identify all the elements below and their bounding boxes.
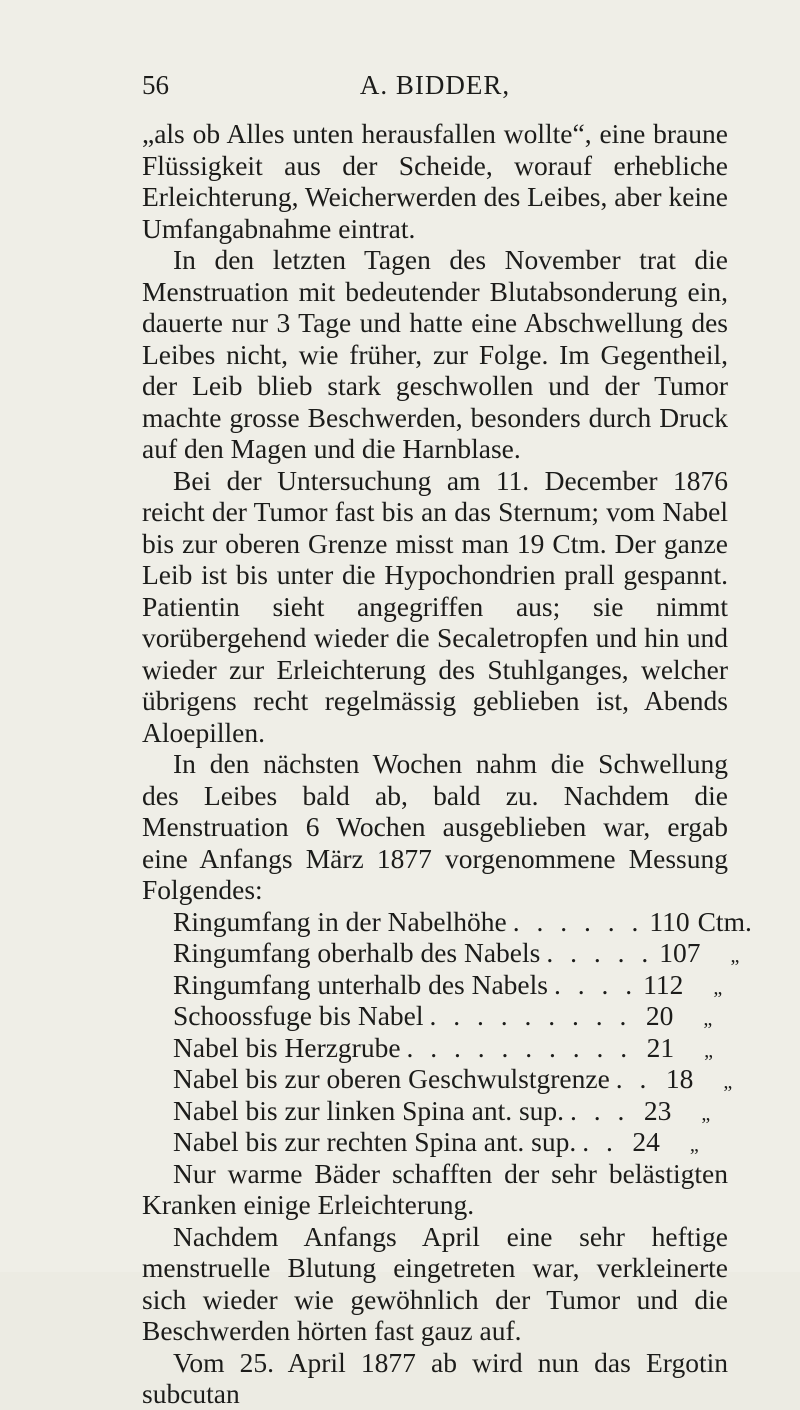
measurement-unit: „ bbox=[730, 945, 740, 967]
body-text bbox=[142, 118, 752, 1410]
measurement-row bbox=[173, 905, 752, 938]
measurement-row bbox=[173, 969, 728, 1001]
leader-dots: . . . bbox=[570, 1094, 630, 1126]
measurement-label: Nabel bis zur rechten Spina ant. sup. bbox=[173, 1126, 577, 1157]
measurement-unit: Ctm. bbox=[697, 905, 752, 937]
paragraph: In den letzten Tagen des November trat die Menstruation mit bedeutender Blutabsonderung ein, dauerte nur 3 Tage und hatte eine Abschwellung des Leibes nicht, wie früher, zur Folge. Im Gegentheil, der Leib blieb stark geschwollen und der Tumor machte grosse Beschwerden, besonders durch Druck auf den Magen und die Harnblase. bbox=[142, 244, 728, 464]
paragraph: Vom 25. April 1877 ab wird nun das Ergotin subcutan bbox=[142, 1346, 728, 1409]
measurement-label: Ringumfang in der Nabelhöhe bbox=[173, 905, 507, 937]
measurement-table bbox=[142, 905, 752, 1158]
page-header bbox=[142, 70, 728, 110]
measurement-value: 20 bbox=[645, 1000, 674, 1031]
leader-dots: . . . . . . . . . bbox=[429, 1000, 632, 1031]
measurement-row bbox=[173, 937, 740, 969]
paragraph: Nur warme Bäder schafften der sehr belästigten Kranken einige Erleichterung. bbox=[142, 1157, 728, 1220]
measurement-value: 18 bbox=[665, 1063, 694, 1094]
leader-dots: . . . . . . . . . . bbox=[406, 1031, 633, 1063]
measurement-unit: „ bbox=[703, 1008, 713, 1030]
measurement-row bbox=[173, 1063, 733, 1095]
measurement-unit: „ bbox=[723, 1071, 733, 1093]
measurement-value: 107 bbox=[659, 937, 701, 968]
measurement-row bbox=[173, 1032, 728, 1064]
measurement-value: 23 bbox=[643, 1094, 672, 1126]
measurement-label: Nabel bis zur linken Spina ant. sup. bbox=[173, 1094, 565, 1126]
measurement-value: 112 bbox=[643, 968, 684, 1000]
paragraph: „als ob Alles unten herausfallen wollte“, eine braune Flüssigkeit aus der Scheide, worauf erhebliche Erleichterung, Weicherwerden des Leibes, aber keine Umfangabnahme eintrat. bbox=[142, 118, 728, 244]
leader-dots: . . . . bbox=[553, 968, 638, 1000]
leader-dots: . . . . . bbox=[546, 937, 654, 968]
measurement-value: 110 bbox=[649, 905, 690, 937]
measurement-row bbox=[173, 1000, 728, 1032]
measurement-label: Ringumfang unterhalb des Nabels bbox=[173, 968, 548, 1000]
paragraph: Nachdem Anfangs April eine sehr heftige menstruelle Blutung eingetreten war, verkleinerte sich wieder wie gewöhnlich der Tumor und die Beschwerden hörten fast gauz auf. bbox=[142, 1220, 728, 1346]
measurement-label: Nabel bis zur oberen Geschwulstgrenze bbox=[173, 1063, 610, 1094]
measurement-unit: „ bbox=[701, 1102, 711, 1125]
leader-dots: . . bbox=[582, 1126, 618, 1157]
measurement-unit: „ bbox=[713, 976, 723, 999]
measurement-label: Schoossfuge bis Nabel bbox=[173, 1000, 424, 1031]
paragraph: Bei der Untersuchung am 11. December 1876 reicht der Tumor fast bis an das Sternum; vom Nabel bis zur oberen Grenze misst man 19 Ctm. Der ganze Leib ist bis unter die Hypochondrien prall gespannt. Patientin sieht angegriffen aus; sie nimmt vorübergehend wieder die Secaletropfen und hin und wieder zur Erleichterung des Stuhlganges, welcher übrigens recht regelmässig geblieben ist, Abends Aloepillen. bbox=[142, 464, 728, 748]
measurement-value: 21 bbox=[646, 1031, 675, 1063]
leader-dots: . . bbox=[615, 1063, 652, 1094]
measurement-row bbox=[173, 1095, 728, 1127]
leader-dots: . . . . . . bbox=[512, 905, 644, 937]
page-number: 56 bbox=[142, 70, 169, 100]
measurement-unit: „ bbox=[704, 1039, 714, 1062]
measurement-label: Nabel bis Herzgrube bbox=[173, 1031, 401, 1063]
running-title: A. BIDDER, bbox=[359, 70, 511, 100]
measurement-label: Ringumfang oberhalb des Nabels bbox=[173, 937, 541, 968]
measurement-row bbox=[173, 1126, 728, 1158]
measurement-value: 24 bbox=[632, 1126, 660, 1157]
paragraph: In den nächsten Wochen nahm die Schwellung des Leibes bald ab, bald zu. Nachdem die Menstruation 6 Wochen ausgeblieben war, ergab eine Anfangs März 1877 vorgenommene Messung Folgendes: bbox=[142, 748, 728, 905]
measurement-unit: „ bbox=[689, 1134, 699, 1156]
